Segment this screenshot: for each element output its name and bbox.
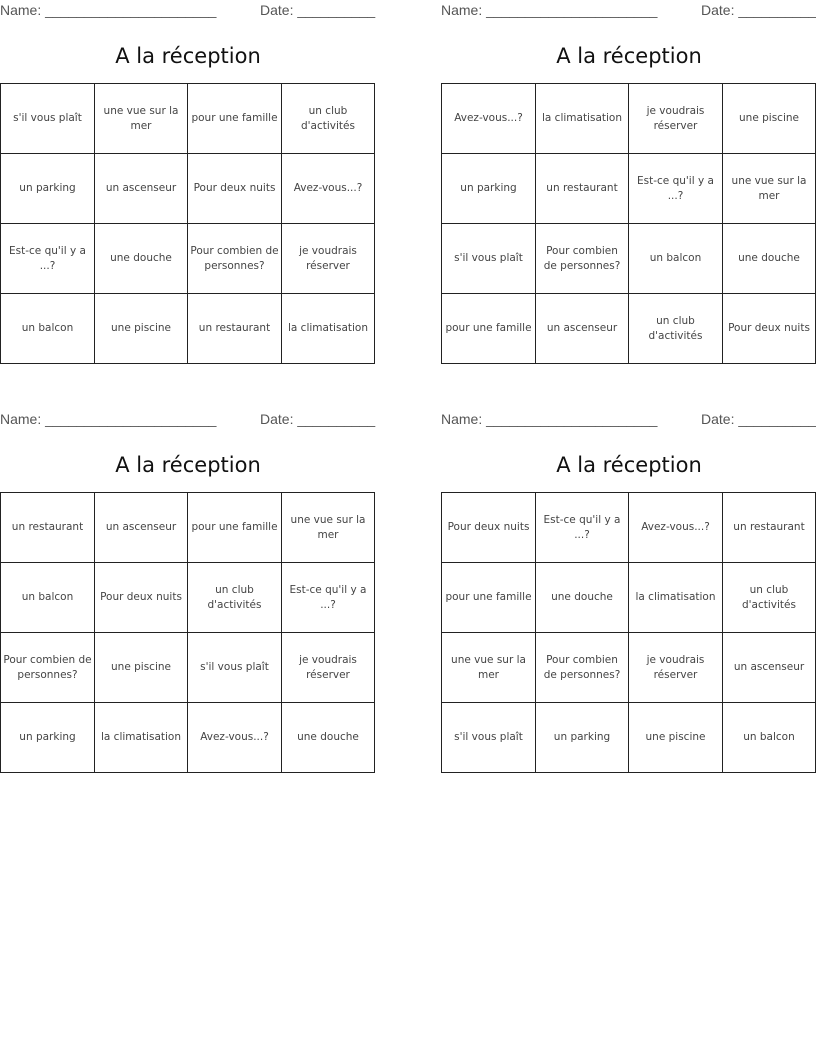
bingo-cell: Pour combien de personnes?	[1, 633, 95, 703]
bingo-cell: Est-ce qu'il y a ...?	[629, 154, 723, 224]
bingo-cell: Pour combien de personnes?	[188, 224, 282, 294]
bingo-cell: Est-ce qu'il y a ...?	[536, 493, 629, 563]
header-line	[441, 0, 816, 22]
bingo-cell: la climatisation	[629, 563, 723, 633]
date-field: Date: __________	[260, 2, 376, 18]
bingo-cell: je voudrais réserver	[282, 633, 375, 703]
bingo-cell: un ascenseur	[95, 493, 188, 563]
bingo-cell: pour une famille	[188, 493, 282, 563]
bingo-cell: pour une famille	[442, 294, 536, 364]
bingo-cell: Pour deux nuits	[188, 154, 282, 224]
bingo-cell: un club d'activités	[282, 84, 375, 154]
card-title: A la réception	[115, 453, 261, 477]
header-line	[0, 409, 376, 431]
bingo-cell: un balcon	[1, 294, 95, 364]
bingo-cell: un ascenseur	[723, 633, 816, 703]
header-line	[0, 0, 376, 22]
bingo-cell: une douche	[723, 224, 816, 294]
bingo-cell: la climatisation	[95, 703, 188, 773]
bingo-cell: Avez-vous...?	[442, 84, 536, 154]
bingo-cell: Pour combien de personnes?	[536, 633, 629, 703]
bingo-cell: une piscine	[95, 294, 188, 364]
bingo-cell: une piscine	[95, 633, 188, 703]
bingo-cell: une piscine	[629, 703, 723, 773]
bingo-cell: un club d'activités	[723, 563, 816, 633]
bingo-cell: une douche	[536, 563, 629, 633]
date-field: Date: __________	[260, 411, 376, 427]
bingo-cell: un parking	[1, 703, 95, 773]
bingo-cell: s'il vous plaît	[442, 224, 536, 294]
bingo-cell: une vue sur la mer	[723, 154, 816, 224]
name-field: Name: ______________________	[441, 411, 658, 427]
bingo-cell: une vue sur la mer	[95, 84, 188, 154]
bingo-cell: un restaurant	[188, 294, 282, 364]
date-field: Date: __________	[701, 2, 816, 18]
bingo-cell: un restaurant	[536, 154, 629, 224]
bingo-cell: je voudrais réserver	[629, 84, 723, 154]
bingo-cell: pour une famille	[188, 84, 282, 154]
bingo-card-3	[0, 409, 376, 773]
bingo-card-1	[0, 0, 376, 364]
bingo-grid	[0, 492, 375, 773]
bingo-cell: je voudrais réserver	[282, 224, 375, 294]
bingo-cell: une piscine	[723, 84, 816, 154]
bingo-cell: un ascenseur	[95, 154, 188, 224]
bingo-cell: une douche	[282, 703, 375, 773]
bingo-cell: Avez-vous...?	[188, 703, 282, 773]
bingo-cell: un restaurant	[723, 493, 816, 563]
bingo-grid	[441, 83, 816, 364]
bingo-cell: Pour combien de personnes?	[536, 224, 629, 294]
name-field: Name: ______________________	[441, 2, 658, 18]
bingo-cell: un parking	[1, 154, 95, 224]
bingo-cell: un restaurant	[1, 493, 95, 563]
bingo-cell: la climatisation	[536, 84, 629, 154]
bingo-cell: Avez-vous...?	[282, 154, 375, 224]
name-field: Name: ______________________	[0, 411, 217, 427]
bingo-cell: Pour deux nuits	[723, 294, 816, 364]
name-field: Name: ______________________	[0, 2, 217, 18]
bingo-cell: un balcon	[1, 563, 95, 633]
bingo-cell: s'il vous plaît	[188, 633, 282, 703]
bingo-cell: un balcon	[629, 224, 723, 294]
bingo-cell: un club d'activités	[188, 563, 282, 633]
bingo-cell: une vue sur la mer	[282, 493, 375, 563]
bingo-cell: Est-ce qu'il y a ...?	[1, 224, 95, 294]
date-field: Date: __________	[701, 411, 816, 427]
bingo-cell: une vue sur la mer	[442, 633, 536, 703]
bingo-cell: un parking	[536, 703, 629, 773]
bingo-cell: un club d'activités	[629, 294, 723, 364]
bingo-cell: Avez-vous...?	[629, 493, 723, 563]
card-title: A la réception	[115, 44, 261, 68]
bingo-cell: la climatisation	[282, 294, 375, 364]
bingo-grid	[441, 492, 816, 773]
bingo-cell: pour une famille	[442, 563, 536, 633]
bingo-cell: un balcon	[723, 703, 816, 773]
header-line	[441, 409, 816, 431]
bingo-cell: s'il vous plaît	[442, 703, 536, 773]
bingo-cell: je voudrais réserver	[629, 633, 723, 703]
bingo-card-2	[441, 0, 816, 364]
bingo-cell: un ascenseur	[536, 294, 629, 364]
card-title: A la réception	[556, 453, 702, 477]
bingo-cell: un parking	[442, 154, 536, 224]
bingo-cell: une douche	[95, 224, 188, 294]
bingo-grid	[0, 83, 375, 364]
bingo-cell: Est-ce qu'il y a ...?	[282, 563, 375, 633]
bingo-cell: Pour deux nuits	[442, 493, 536, 563]
bingo-card-4	[441, 409, 816, 773]
bingo-cell: s'il vous plaît	[1, 84, 95, 154]
card-title: A la réception	[556, 44, 702, 68]
bingo-cell: Pour deux nuits	[95, 563, 188, 633]
